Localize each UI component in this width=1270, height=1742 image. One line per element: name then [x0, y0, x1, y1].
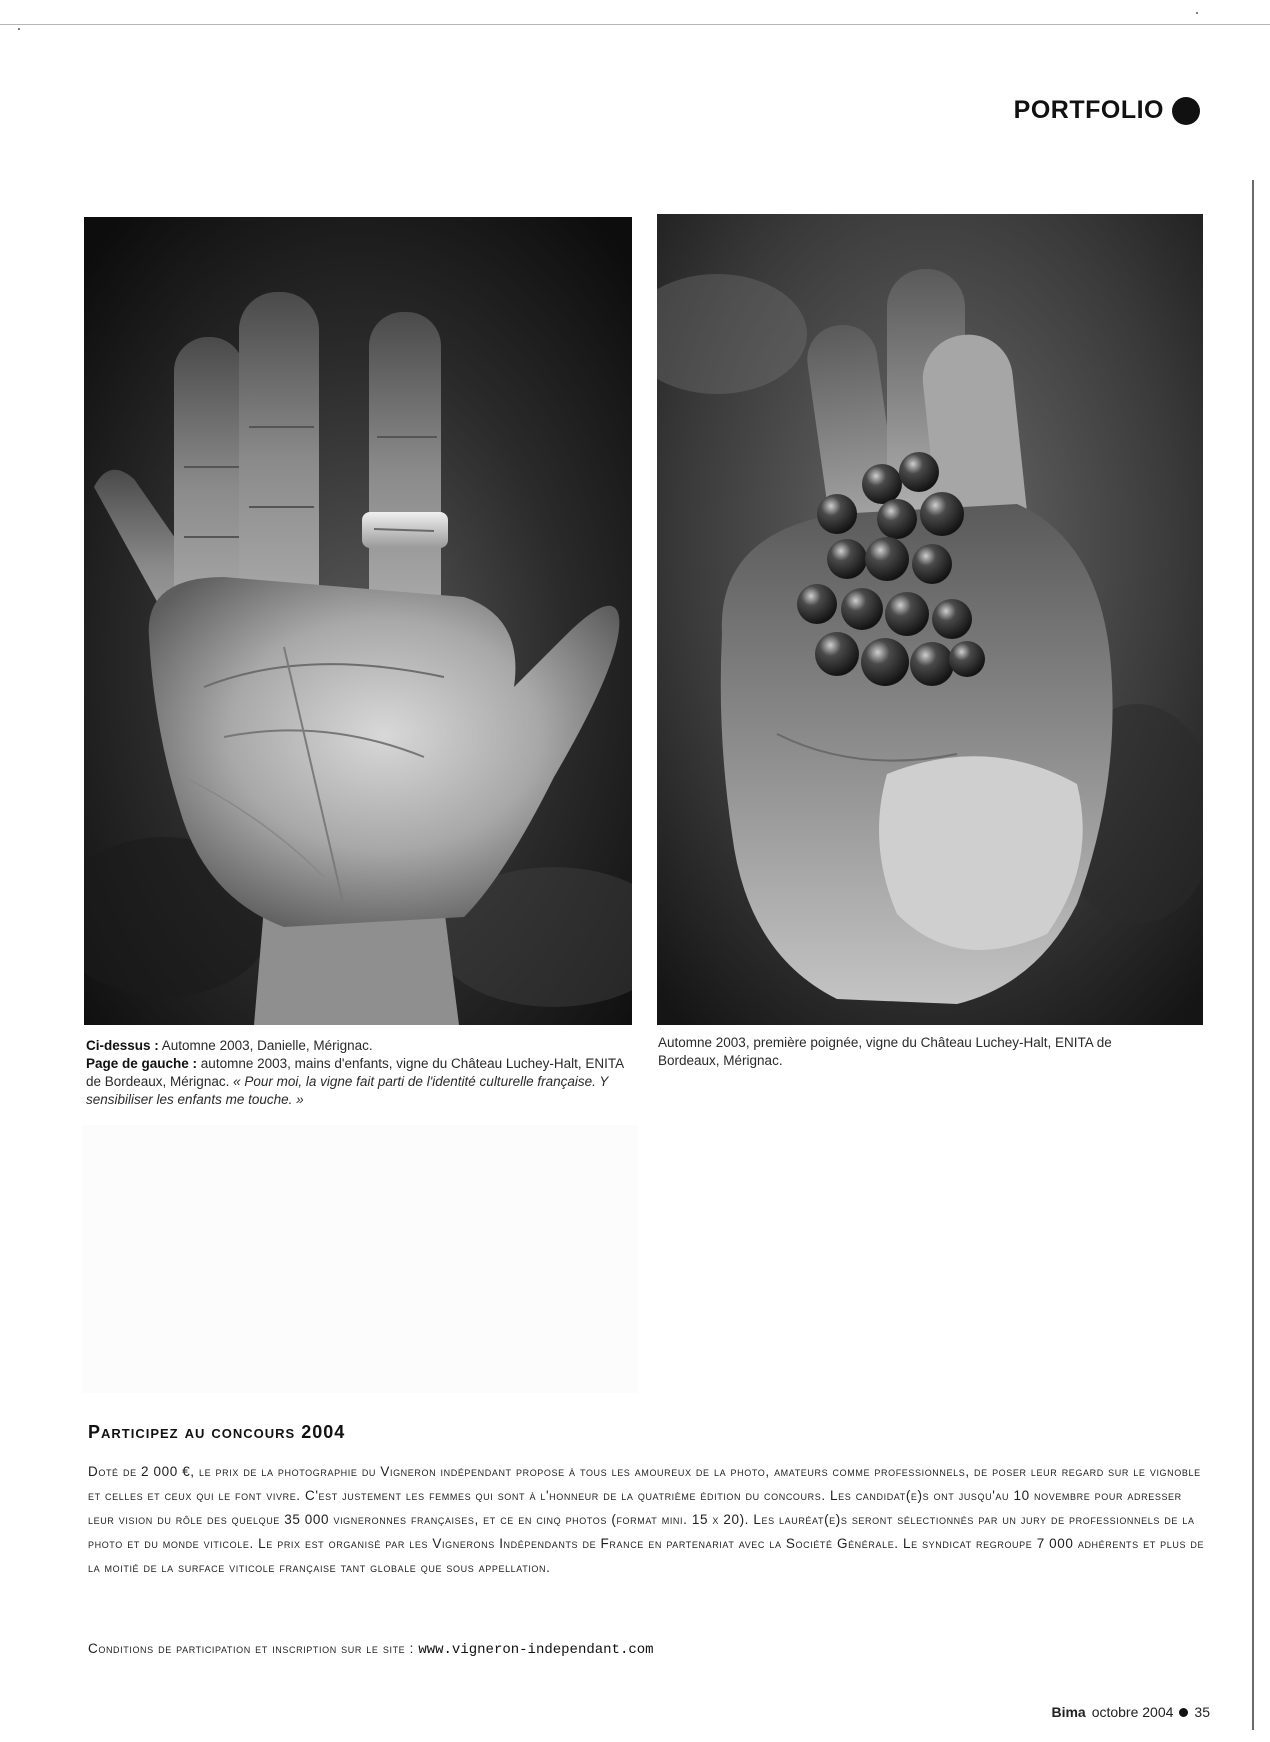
page-edge-rule — [1252, 180, 1254, 1730]
scan-speck — [18, 28, 20, 30]
section-title: PORTFOLIO — [1013, 96, 1164, 124]
hand-with-grapes-illustration — [657, 214, 1203, 1025]
bullet-dot-icon — [1179, 1708, 1188, 1717]
issue-date: octobre 2004 — [1091, 1704, 1174, 1720]
caption-lead-above: Ci-dessus : — [86, 1038, 159, 1053]
contest-body-text: Doté de 2 000 €, le prix de la photographie du Vigneron indépendant propose à tous les amoureux de la photo, amateurs comme professionnels, de poser leur regard sur le vignoble et celles et ceux qui le font vivre. C'est justement les femmes qui sont à l'honneur de la quatrième édition du concours. Les candidat(e)s ont jusqu'au 10 novembre pour adresser leur vision du rôle des quelque 35 000 vigneronnes françaises, et ce en cinq photos (format mini. 15 x 20). Les lauréat(e)s seront sélectionnés par un jury de professionnels de la photo et du monde viticole. Le prix est organisé par les Vignerons Indépendants de France en partenariat avec la Société Générale. Le syndicat regroupe 7 000 adhérents et plus de la moitié de la surface viticole française tant globale que sous appellation. — [88, 1464, 1205, 1575]
top-rule — [0, 24, 1270, 25]
caption-left-line2 — [86, 1055, 626, 1109]
website-link[interactable]: www.vigneron-independant.com — [418, 1642, 654, 1658]
page-number: 35 — [1194, 1704, 1210, 1720]
section-header — [1014, 96, 1200, 125]
caption-left-photo — [86, 1037, 626, 1109]
contest-description — [88, 1460, 1208, 1580]
caption-right-photo — [658, 1034, 1118, 1070]
bullet-dot-icon — [1172, 97, 1200, 125]
photo-hand-with-grapes — [657, 214, 1203, 1025]
blank-show-through-area — [82, 1125, 638, 1393]
conditions-label: Conditions de participation et inscription sur le site : — [88, 1641, 419, 1656]
caption-above-text: Automne 2003, Danielle, Mérignac. — [158, 1038, 373, 1053]
contest-conditions — [88, 1641, 654, 1658]
scan-speck — [1196, 12, 1198, 14]
caption-quote: « Pour moi, la vigne fait parti de l'identité culturelle française. Y sensibiliser les enfants me touche. » — [86, 1074, 609, 1107]
open-palm-illustration — [84, 217, 632, 1025]
magazine-name: Bima — [1051, 1704, 1086, 1720]
photo-open-palm — [84, 217, 632, 1025]
caption-left-line1 — [86, 1037, 626, 1055]
contest-heading: Participez au concours 2004 — [88, 1422, 346, 1442]
caption-left-page-text: automne 2003, mains d'enfants, vigne du Château Luchey-Halt, ENITA de Bordeaux, Mérignac. — [86, 1056, 624, 1089]
page-footer — [1051, 1704, 1210, 1720]
caption-right-text: Automne 2003, première poignée, vigne du Château Luchey-Halt, ENITA de Bordeaux, Mérignac. — [658, 1035, 1112, 1068]
caption-lead-left-page: Page de gauche : — [86, 1056, 198, 1071]
